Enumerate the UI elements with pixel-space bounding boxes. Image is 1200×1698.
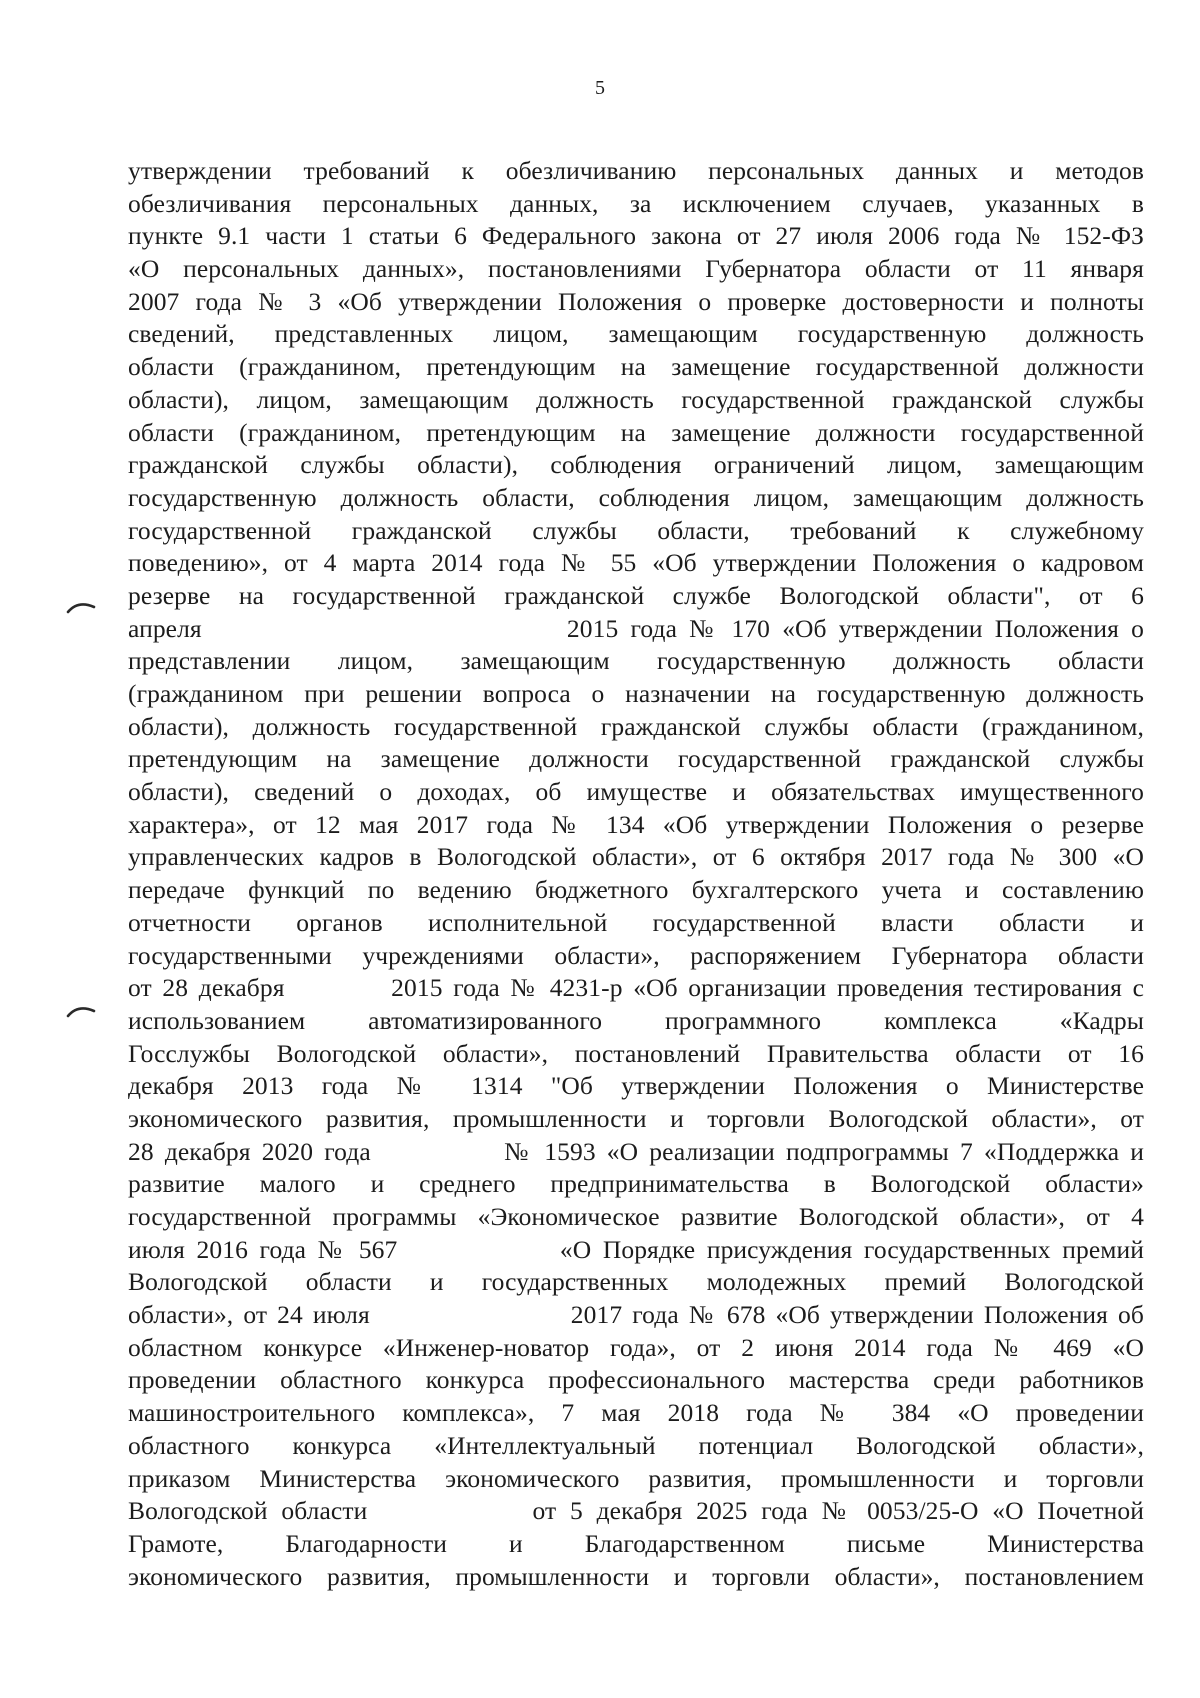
text-line: характера», от 12 мая 2017 года № 134 «Об утверждении Положения о резерве xyxy=(128,809,1144,839)
text-line: Госслужбы Вологодской области», постановлений Правительства области от 16 xyxy=(128,1038,1144,1068)
text-line: экономического развития, промышленности и торговли области», постановлением xyxy=(128,1561,1144,1591)
text-line: Вологодской области от 5 декабря 2025 года № 0053/25-О «О Почетной xyxy=(128,1496,1144,1526)
text-line: проведении областного конкурса профессионального мастерства среди работников xyxy=(128,1365,1144,1395)
text-line: области (гражданином, претендующим на замещение государственной должности xyxy=(128,352,1144,382)
text-line: использованием автоматизированного программного комплекса «Кадры xyxy=(128,1005,1144,1035)
text-line: государственной программы «Экономическое развитие Вологодской области», от 4 xyxy=(128,1202,1144,1231)
text-line: сведений, представленных лицом, замещающим государственную должность xyxy=(128,319,1144,349)
text-line: Вологодской области и государственных молодежных премий Вологодской xyxy=(128,1267,1144,1297)
text-line: области), лицом, замещающим должность государственной гражданской службы xyxy=(128,384,1144,414)
text-line: претендующим на замещение должности государственной гражданской службы xyxy=(128,744,1144,774)
text-line: машиностроительного комплекса», 7 мая 2018 года № 384 «О проведении xyxy=(128,1398,1144,1428)
text-line: представлении лицом, замещающим государственную должность области xyxy=(128,646,1144,676)
text-line: управленческих кадров в Вологодской области», от 6 октября 2017 года № 300 «О xyxy=(128,842,1144,872)
text-line: (гражданином при решении вопроса о назначении на государственную должность xyxy=(128,679,1144,708)
margin-bracket-mark-icon xyxy=(66,1002,96,1018)
text-line: области (гражданином, претендующим на замещение должности государственной xyxy=(128,417,1144,447)
text-line: декабря 2013 года № 1314 "Об утверждении Положения о Министерстве xyxy=(128,1071,1144,1101)
text-line: поведению», от 4 марта 2014 года № 55 «Об утверждении Положения о кадровом xyxy=(128,548,1144,578)
text-line: государственной гражданской службы области, требований к служебному xyxy=(128,515,1144,545)
text-line: приказом Министерства экономического развития, промышленности и торговли xyxy=(128,1463,1144,1493)
text-line: области), сведений о доходах, об имуществе и обязательствах имущественного xyxy=(128,777,1144,807)
text-line: июля 2016 года № 567 «О Порядке присуждения государственных премий xyxy=(128,1234,1144,1264)
text-line: резерве на государственной гражданской службе Вологодской области", от 6 xyxy=(128,580,1144,610)
text-line: 28 декабря 2020 года № 1593 «О реализации подпрограммы 7 «Поддержка и xyxy=(128,1136,1144,1166)
text-line: 2007 года № 3 «Об утверждении Положения о проверке достоверности и полноты xyxy=(128,286,1144,316)
text-line: передаче функций по ведению бюджетного бухгалтерского учета и составлению xyxy=(128,875,1144,905)
text-line: от 28 декабря 2015 года № 4231-р «Об организации проведения тестирования с xyxy=(128,973,1144,1003)
text-line: отчетности органов исполнительной государственной власти области и xyxy=(128,907,1144,937)
text-line: областного конкурса «Интеллектуальный потенциал Вологодской области», xyxy=(128,1430,1144,1460)
text-line: утверждении требований к обезличиванию персональных данных и методов xyxy=(128,156,1144,185)
page-number: 5 xyxy=(595,77,605,99)
text-line: обезличивания персональных данных, за исключением случаев, указанных в xyxy=(128,188,1144,218)
text-line: пункте 9.1 части 1 статьи 6 Федерального закона от 27 июля 2006 года № 152-ФЗ xyxy=(128,221,1144,251)
text-line: государственную должность области, соблюдения лицом, замещающим должность xyxy=(128,482,1144,512)
text-line: области), должность государственной гражданской службы области (гражданином, xyxy=(128,711,1144,741)
margin-bracket-mark-icon xyxy=(66,598,96,614)
text-line: «О персональных данных», постановлениями Губернатора области от 11 января xyxy=(128,254,1144,284)
text-line: развитие малого и среднего предпринимательства в Вологодской области» xyxy=(128,1169,1144,1199)
body-text xyxy=(128,155,1144,1593)
text-line: Грамоте, Благодарности и Благодарственном письме Министерства xyxy=(128,1528,1144,1558)
text-line: экономического развития, промышленности и торговли Вологодской области», от xyxy=(128,1103,1144,1133)
text-line: гражданской службы области), соблюдения ограничений лицом, замещающим xyxy=(128,450,1144,480)
text-line: государственными учреждениями области», распоряжением Губернатора области xyxy=(128,940,1144,970)
text-line: области», от 24 июля 2017 года № 678 «Об утверждении Положения об xyxy=(128,1300,1144,1330)
text-line: областном конкурсе «Инженер-новатор года», от 2 июня 2014 года № 469 «О xyxy=(128,1332,1144,1362)
text-line: апреля 2015 года № 170 «Об утверждении Положения о xyxy=(128,613,1144,643)
